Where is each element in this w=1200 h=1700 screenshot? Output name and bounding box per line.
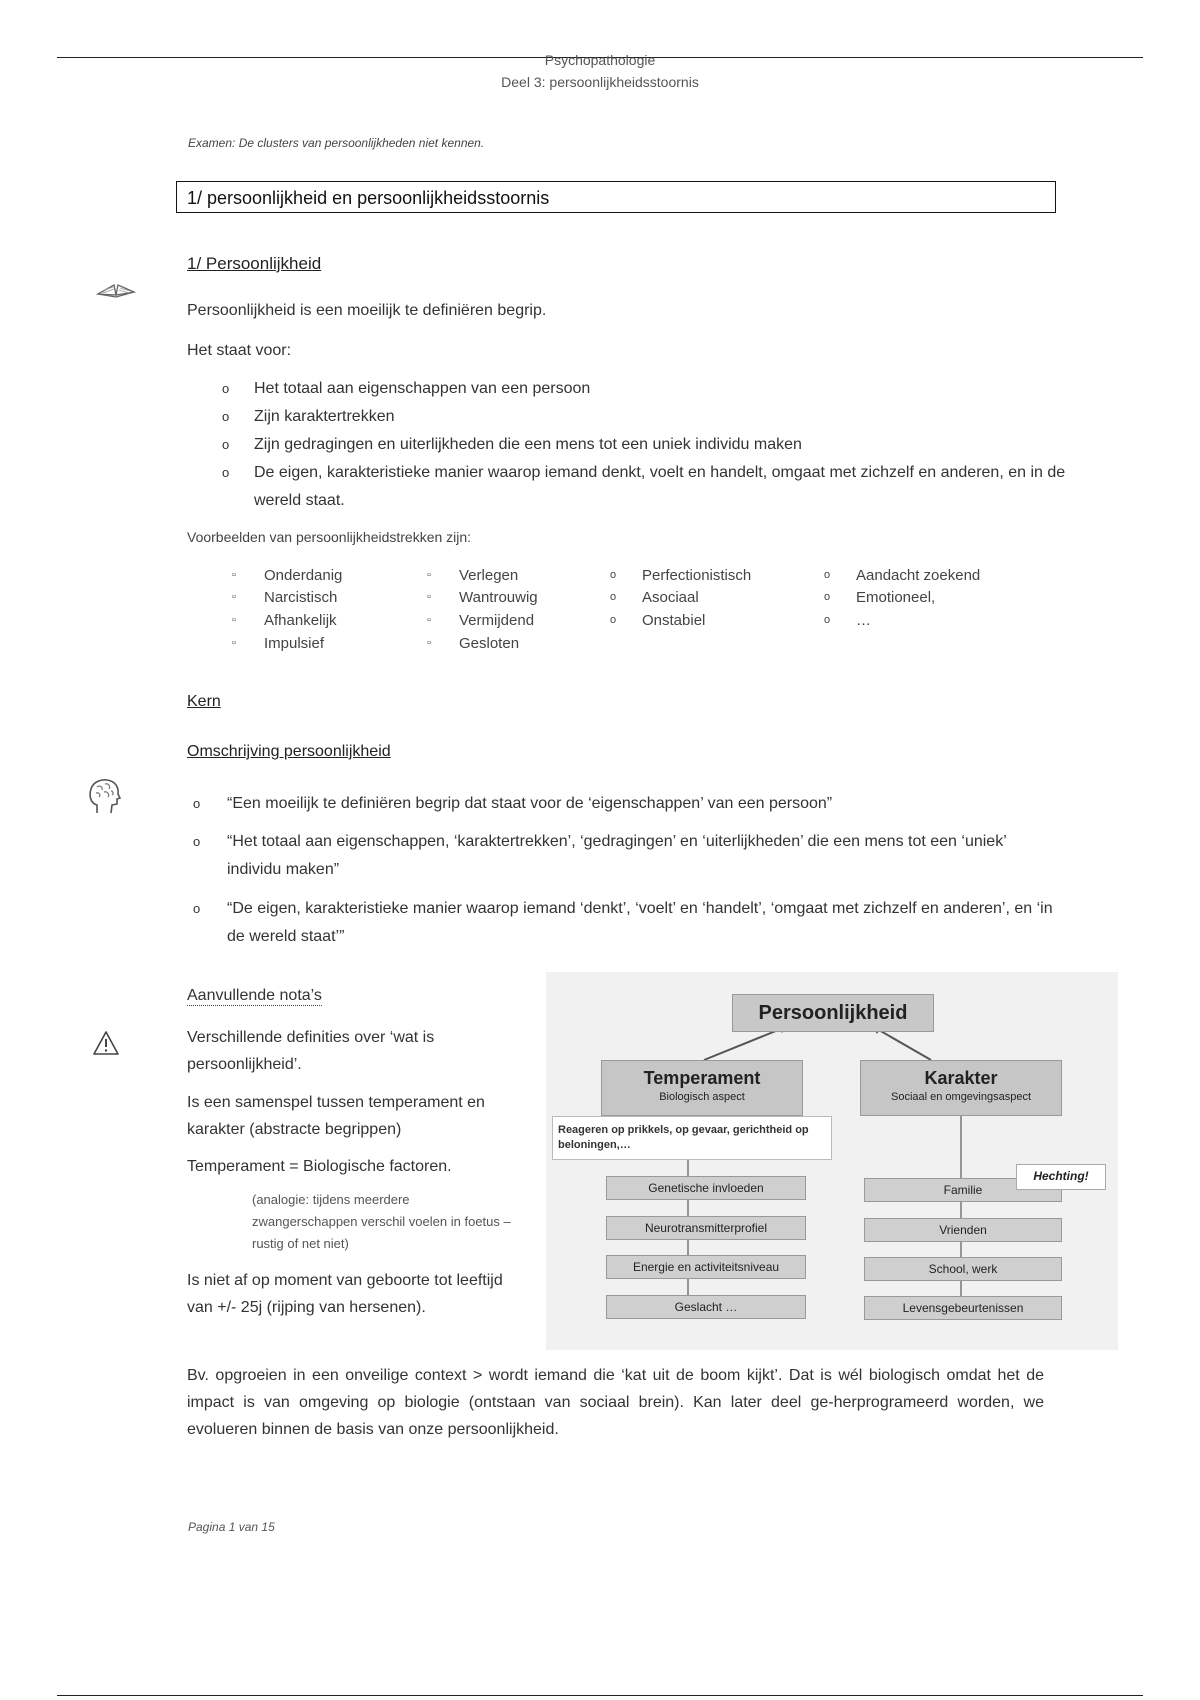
diagram-temperament-node bbox=[601, 1060, 803, 1116]
warning-icon bbox=[92, 1030, 120, 1061]
brain-icon bbox=[87, 777, 121, 822]
header-subtitle: Deel 3: persoonlijkheidsstoornis bbox=[501, 74, 699, 90]
bullet-marker: o bbox=[222, 465, 230, 480]
diagram bbox=[546, 972, 1118, 1350]
sub-title: 1/ Persoonlijkheid bbox=[187, 254, 322, 273]
karakter-item: Levensgebeurtenissen bbox=[864, 1296, 1062, 1320]
karakter-item: Vrienden bbox=[864, 1218, 1062, 1242]
temperament-item: Energie en activiteitsniveau bbox=[606, 1255, 806, 1279]
section-title: 1/ persoonlijkheid en persoonlijkheidsstoornis bbox=[176, 181, 1056, 213]
omschrijving-heading: Omschrijving persoonlijkheid bbox=[187, 743, 391, 760]
notes-p3: Temperament = Biologische factoren. bbox=[187, 1158, 452, 1175]
notes-p1: Verschillende definities over ‘wat is persoonlijkheid’. bbox=[187, 1029, 435, 1073]
karakter-title: Karakter bbox=[924, 1068, 998, 1088]
bullet-marker: o bbox=[222, 381, 230, 396]
karakter-sub: Sociaal en omgevingsaspect bbox=[890, 1091, 1032, 1103]
footer-rule bbox=[57, 1695, 1143, 1696]
diagram-top-node: Persoonlijkheid bbox=[732, 994, 934, 1032]
temperament-note: Reageren op prikkels, op gevaar, gerichtheid op beloningen,… bbox=[552, 1116, 832, 1160]
book-icon bbox=[95, 280, 137, 307]
diagram-karakter-node bbox=[860, 1060, 1062, 1116]
bullet-marker: o bbox=[222, 409, 230, 424]
header-title: Psychopathologie bbox=[544, 52, 656, 68]
temperament-item: Genetische invloeden bbox=[606, 1176, 806, 1200]
stands-for-text: Het staat voor: bbox=[187, 342, 292, 359]
examples-label: Voorbeelden van persoonlijkheidstrekken zijn: bbox=[187, 529, 472, 545]
karakter-item: School, werk bbox=[864, 1257, 1062, 1281]
hechting-callout: Hechting! bbox=[1016, 1164, 1106, 1190]
bullet-marker: o bbox=[222, 437, 230, 452]
temperament-item: Neurotransmitterprofiel bbox=[606, 1216, 806, 1240]
closing-paragraph: Bv. opgroeien in een onveilige context > wordt iemand die ‘kat uit de boom kijkt’. Dat is wél biologisch omdat het de impact is van omgeving op biologie (ontstaan van sociaal brein). Kan later deel ge-herprogrameerd worden, we evolueren binnen de basis van onze persoonlijkheid. bbox=[187, 1367, 1044, 1438]
temperament-sub: Biologisch aspect bbox=[659, 1091, 745, 1103]
notes-title: Aanvullende nota’s bbox=[187, 987, 322, 1004]
notes-p4: Is niet af op moment van geboorte tot leeftijd van +/- 25j (rijping van hersenen). bbox=[187, 1272, 503, 1316]
notes-p2: Is een samenspel tussen temperament en karakter (abstracte begrippen) bbox=[187, 1094, 485, 1138]
exam-note: Examen: De clusters van persoonlijkheden niet kennen. bbox=[188, 136, 485, 150]
temperament-title: Temperament bbox=[643, 1068, 761, 1088]
intro-text: Persoonlijkheid is een moeilijk te definiëren begrip. bbox=[187, 302, 547, 319]
karakter-item: Familie bbox=[864, 1178, 1062, 1202]
page-footer: Pagina 1 van 15 bbox=[188, 1520, 275, 1534]
notes-p3-small: (analogie: tijdens meerdere zwangerschappen verschil voelen in foetus – rustig of net niet) bbox=[252, 1192, 511, 1251]
temperament-item: Geslacht … bbox=[606, 1295, 806, 1319]
kern-heading: Kern bbox=[187, 693, 221, 710]
